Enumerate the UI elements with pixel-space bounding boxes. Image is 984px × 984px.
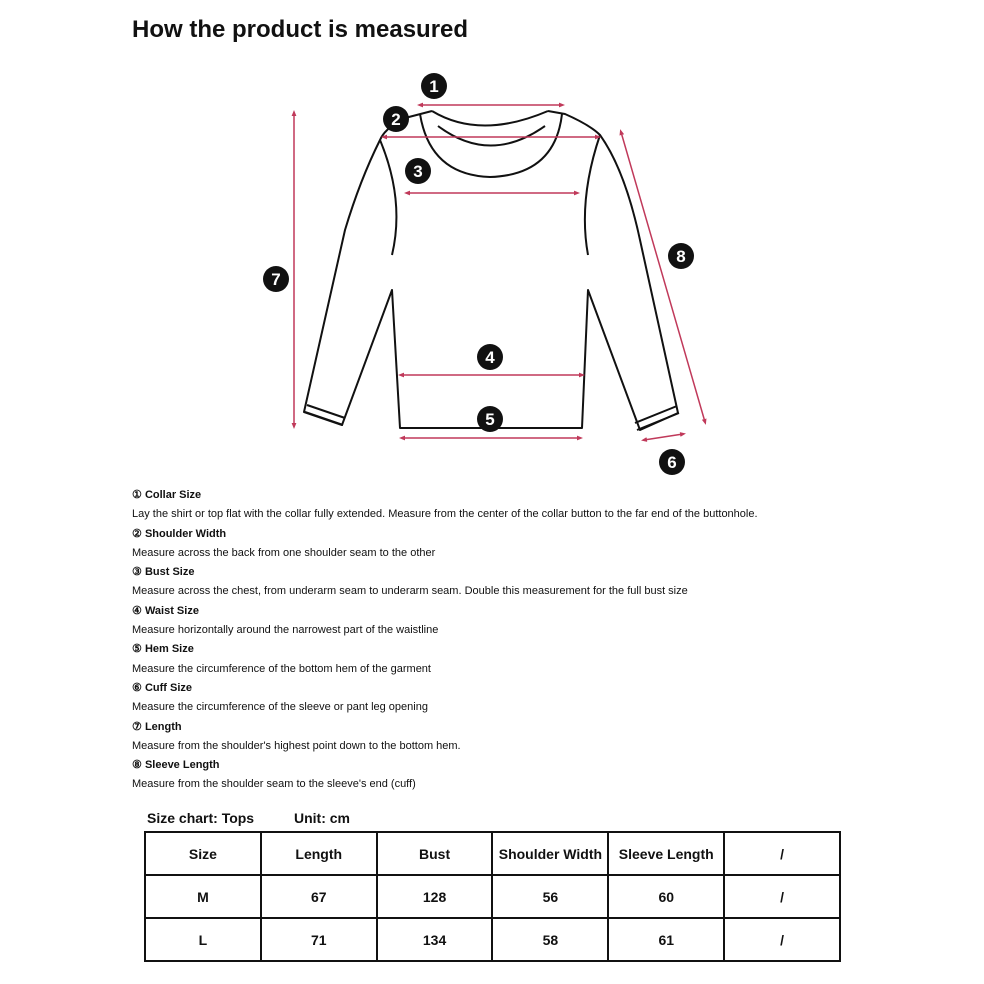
size-chart-unit: Unit: cm [293,810,350,826]
sweater-outline [304,111,679,430]
measurement-heading: ① Collar Size [132,489,202,501]
measurement-item [132,640,852,679]
header-cell: Shoulder Width [492,832,608,875]
measure-markers [263,73,694,475]
header-cell: Sleeve Length [608,832,724,875]
measurement-desc: Measure from the shoulder seam to the sleeve's end (cuff) [132,778,416,791]
table-cell: 128 [377,875,493,918]
measurement-item [132,525,852,564]
marker-3 [405,158,431,184]
table-cell: / [724,918,840,961]
measurement-desc: Measure the circumference of the sleeve or pant leg opening [132,701,428,714]
size-chart-table [144,831,841,962]
measurement-heading: ⑥ Cuff Size [132,681,192,694]
table-cell: 56 [492,875,608,918]
svg-text:1: 1 [429,77,439,96]
measurement-heading: ② Shoulder Width [132,527,227,540]
marker-8 [668,243,694,269]
table-row [145,875,840,918]
table-cell: 60 [608,875,724,918]
header-cell: Length [261,832,377,875]
measurement-desc: Measure across the back from one shoulder seam to the other [132,546,436,559]
measurement-desc: Measure across the chest, from underarm seam to underarm seam. Double this measurement for the full bust size [132,585,688,598]
table-row [145,918,840,961]
svg-text:2: 2 [391,110,401,129]
measurement-descriptions [132,486,852,795]
measurement-heading: ③ Bust Size [132,566,195,579]
measurement-heading: ⑧ Sleeve Length [132,759,220,772]
table-cell: 71 [261,918,377,961]
size-chart-caption [147,810,386,826]
svg-text:7: 7 [271,270,281,289]
measurement-item [132,486,852,525]
marker-2 [383,106,409,132]
marker-4 [477,344,503,370]
table-cell: M [145,875,261,918]
svg-text:8: 8 [676,247,686,266]
measurement-heading: ④ Waist Size [132,604,199,617]
measurement-item [132,563,852,602]
table-cell: / [724,875,840,918]
table-cell: 61 [608,918,724,961]
size-chart-title: Size chart: Tops [147,810,255,826]
table-cell: 67 [261,875,377,918]
measurement-heading: ⑦ Length [132,720,182,733]
header-cell: / [724,832,840,875]
table-cell: 134 [377,918,493,961]
measurement-desc: Measure from the shoulder's highest point down to the bottom hem. [132,739,461,752]
page-title: How the product is measured [132,16,469,43]
svg-text:3: 3 [413,162,423,181]
marker-1 [421,73,447,99]
measurement-item [132,602,852,641]
measurement-item [132,679,852,718]
svg-text:6: 6 [667,453,677,472]
svg-text:4: 4 [485,348,495,367]
measurement-item [132,756,852,795]
table-cell: L [145,918,261,961]
sweater-measurement-diagram [0,0,984,480]
measurement-desc: Measure the circumference of the bottom hem of the garment [132,662,431,675]
svg-text:5: 5 [485,410,495,429]
table-header-row [145,832,840,875]
header-cell: Size [145,832,261,875]
marker-5 [477,406,503,432]
measurement-item [132,718,852,757]
marker-6 [659,449,685,475]
measurement-desc: Lay the shirt or top flat with the collar fully extended. Measure from the center of the collar button to the far end of the buttonhole. [132,508,758,521]
marker-7 [263,266,289,292]
table-cell: 58 [492,918,608,961]
header-cell: Bust [377,832,493,875]
measurement-heading: ⑤ Hem Size [132,643,194,656]
measurement-desc: Measure horizontally around the narrowest part of the waistline [132,624,439,637]
